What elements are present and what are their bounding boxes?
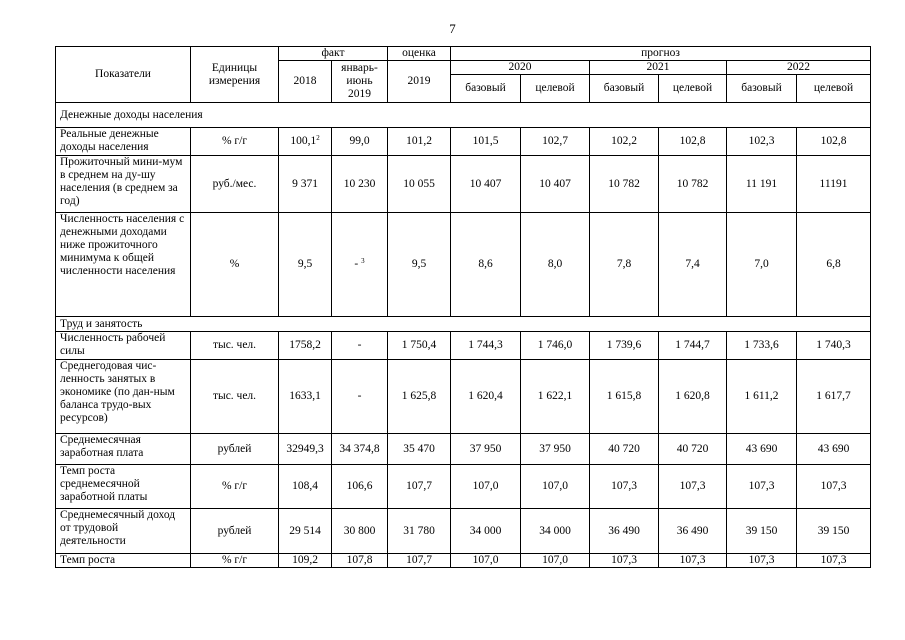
cell-2022-base: 107,3: [727, 465, 797, 509]
row-unit: рублей: [191, 509, 279, 554]
section-labour: Труд и занятость: [56, 317, 871, 332]
header-units: Единицы измерения: [191, 47, 279, 103]
cell-2019: 107,7: [388, 465, 451, 509]
cell-jan-jun: -: [332, 332, 388, 360]
cell-2020-base: 107,0: [451, 465, 521, 509]
cell-2019: 1 625,8: [388, 360, 451, 434]
cell-2021-base: 36 490: [590, 509, 659, 554]
cell-2019: 101,2: [388, 128, 451, 156]
cell-2022-base: 107,3: [727, 554, 797, 568]
cell-2021-base: 40 720: [590, 434, 659, 465]
header-2021-target: целевой: [659, 75, 727, 103]
cell-2020-base: 101,5: [451, 128, 521, 156]
cell-2018: 108,4: [279, 465, 332, 509]
cell-2019: 107,7: [388, 554, 451, 568]
row-unit: рублей: [191, 434, 279, 465]
row-unit: руб./мес.: [191, 156, 279, 213]
cell-2018: 109,2: [279, 554, 332, 568]
cell-2019: 9,5: [388, 213, 451, 317]
cell-2021-target: 107,3: [659, 554, 727, 568]
cell-2020-base: 10 407: [451, 156, 521, 213]
table-row: [56, 156, 871, 213]
row-label: Среднемесячный доход от трудовой деятельности: [56, 509, 191, 554]
header-estimate: оценка: [388, 47, 451, 61]
cell-2022-target: 11191: [797, 156, 871, 213]
cell-2020-target: 102,7: [521, 128, 590, 156]
cell-2022-base: 43 690: [727, 434, 797, 465]
cell-2021-base: 107,3: [590, 465, 659, 509]
header-2020-target: целевой: [521, 75, 590, 103]
cell-jan-jun: 107,8: [332, 554, 388, 568]
table-row: [56, 509, 871, 554]
cell-2022-base: 39 150: [727, 509, 797, 554]
row-unit: % г/г: [191, 128, 279, 156]
cell-2020-target: 37 950: [521, 434, 590, 465]
cell-2021-target: 1 620,8: [659, 360, 727, 434]
table-row: [56, 360, 871, 434]
cell-2018: 9 371: [279, 156, 332, 213]
cell-2020-target: 1 746,0: [521, 332, 590, 360]
cell-2022-target: 107,3: [797, 554, 871, 568]
header-2020-base: базовый: [451, 75, 521, 103]
table-row: [56, 465, 871, 509]
cell-2018: 100,1$^2$: [279, 128, 332, 156]
cell-2020-base: 8,6: [451, 213, 521, 317]
header-forecast: прогноз: [451, 47, 871, 61]
cell-2018: 1758,2: [279, 332, 332, 360]
cell-2022-base: 1 733,6: [727, 332, 797, 360]
cell-2021-base: 7,8: [590, 213, 659, 317]
cell-2022-target: 43 690: [797, 434, 871, 465]
cell-jan-jun: 30 800: [332, 509, 388, 554]
cell-jan-jun: 34 374,8: [332, 434, 388, 465]
cell-2021-target: 102,8: [659, 128, 727, 156]
header-2021: 2021: [590, 61, 727, 75]
cell-2019: 31 780: [388, 509, 451, 554]
cell-2021-base: 102,2: [590, 128, 659, 156]
row-unit: тыс. чел.: [191, 332, 279, 360]
cell-2022-target: 6,8: [797, 213, 871, 317]
cell-jan-jun: -: [332, 360, 388, 434]
cell-2020-target: 8,0: [521, 213, 590, 317]
cell-2022-base: 102,3: [727, 128, 797, 156]
cell-2018: 29 514: [279, 509, 332, 554]
cell-2020-base: 37 950: [451, 434, 521, 465]
cell-jan-jun: - $^3$: [332, 213, 388, 317]
row-label: Среднемесячная заработная плата: [56, 434, 191, 465]
header-2021-base: базовый: [590, 75, 659, 103]
cell-2020-base: 1 620,4: [451, 360, 521, 434]
cell-2021-base: 10 782: [590, 156, 659, 213]
row-label: Прожиточный мини-мум в среднем на ду-шу населения (в среднем за год): [56, 156, 191, 213]
section-income: Денежные доходы населения: [56, 103, 871, 128]
cell-2019: 35 470: [388, 434, 451, 465]
cell-2022-target: 1 740,3: [797, 332, 871, 360]
cell-2022-base: 11 191: [727, 156, 797, 213]
cell-2021-target: 107,3: [659, 465, 727, 509]
cell-2020-target: 1 622,1: [521, 360, 590, 434]
cell-2018: 32949,3: [279, 434, 332, 465]
cell-2021-target: 1 744,7: [659, 332, 727, 360]
cell-2020-target: 107,0: [521, 465, 590, 509]
header-2022-target: целевой: [797, 75, 871, 103]
cell-2021-target: 7,4: [659, 213, 727, 317]
page-number: 7: [449, 21, 456, 36]
cell-2022-base: 1 611,2: [727, 360, 797, 434]
cell-2021-base: 1 739,6: [590, 332, 659, 360]
cell-2021-base: 107,3: [590, 554, 659, 568]
footnote-mark: 3: [361, 257, 365, 265]
cell-2018: 9,5: [279, 213, 332, 317]
cell-2022-target: 1 617,7: [797, 360, 871, 434]
cell-2020-target: 10 407: [521, 156, 590, 213]
footnote-mark: 2: [316, 134, 320, 142]
cell-2021-base: 1 615,8: [590, 360, 659, 434]
cell-2019: 1 750,4: [388, 332, 451, 360]
cell-jan-jun: 10 230: [332, 156, 388, 213]
row-label: Темп роста среднемесячной заработной платы: [56, 465, 191, 509]
cell-2021-target: 36 490: [659, 509, 727, 554]
cell-2022-target: 107,3: [797, 465, 871, 509]
cell-jan-jun: 99,0: [332, 128, 388, 156]
row-unit: %: [191, 213, 279, 317]
cell-2021-target: 40 720: [659, 434, 727, 465]
table-row: [56, 213, 871, 317]
cell-2020-target: 34 000: [521, 509, 590, 554]
table-row: [56, 128, 871, 156]
cell-2019: 10 055: [388, 156, 451, 213]
header-2020: 2020: [451, 61, 590, 75]
cell-2022-target: 39 150: [797, 509, 871, 554]
cell-2020-base: 1 744,3: [451, 332, 521, 360]
table-row: [56, 554, 871, 568]
cell-2020-target: 107,0: [521, 554, 590, 568]
header-2019: 2019: [388, 61, 451, 103]
header-2022-base: базовый: [727, 75, 797, 103]
row-label: Реальные денежные доходы населения: [56, 128, 191, 156]
cell-2020-base: 107,0: [451, 554, 521, 568]
forecast-table: [55, 46, 871, 568]
table-row: [56, 434, 871, 465]
cell-2021-target: 10 782: [659, 156, 727, 213]
row-unit: % г/г: [191, 465, 279, 509]
header-jan-jun: январь-июнь 2019: [332, 61, 388, 103]
cell-2022-base: 7,0: [727, 213, 797, 317]
cell-2020-base: 34 000: [451, 509, 521, 554]
row-unit: тыс. чел.: [191, 360, 279, 434]
row-label: Численность рабочей силы: [56, 332, 191, 360]
cell-2022-target: 102,8: [797, 128, 871, 156]
row-unit: % г/г: [191, 554, 279, 568]
cell-jan-jun: 106,6: [332, 465, 388, 509]
header-2022: 2022: [727, 61, 871, 75]
header-2018: 2018: [279, 61, 332, 103]
row-label: Темп роста: [56, 554, 191, 568]
header-fact: факт: [279, 47, 388, 61]
row-label: Среднегодовая чис-ленность занятых в экономике (по дан-ным баланса трудо-вых ресурсов): [56, 360, 191, 434]
header-indicators: Показатели: [56, 47, 191, 103]
row-label: Численность населения с денежными доходами ниже прожиточного минимума к общей численности населения: [56, 213, 191, 317]
table-row: [56, 332, 871, 360]
cell-2018: 1633,1: [279, 360, 332, 434]
